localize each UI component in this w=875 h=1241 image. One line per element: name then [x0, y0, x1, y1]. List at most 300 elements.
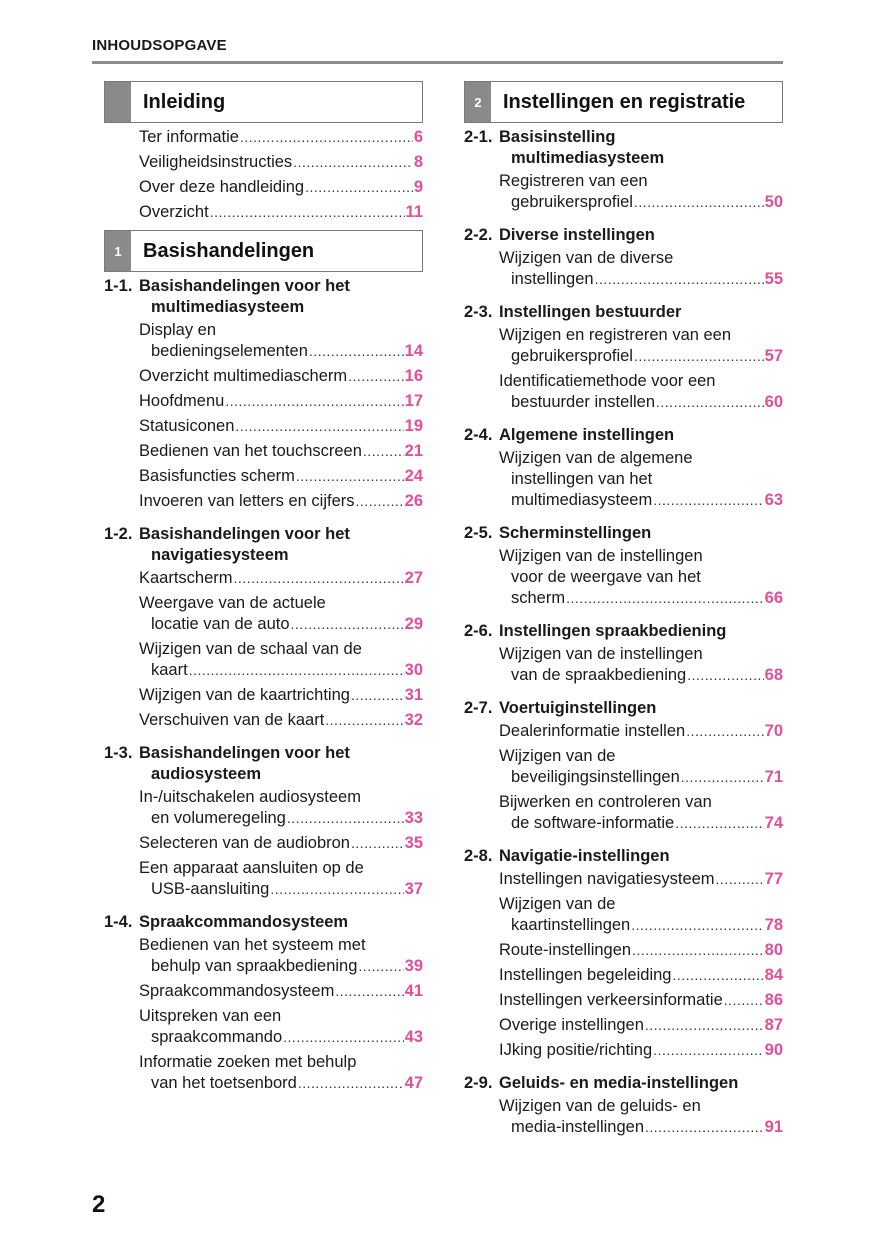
- section-entries: [464, 869, 783, 1061]
- toc-entry-line: [499, 990, 783, 1011]
- toc-entry-text: Over deze handleiding: [139, 178, 305, 196]
- page-ref-link[interactable]: 68: [764, 666, 783, 684]
- page-ref-link[interactable]: 11: [405, 203, 423, 221]
- toc-entry-line: [139, 660, 423, 681]
- toc-entry[interactable]: [464, 721, 783, 742]
- toc-entry-text: bestuurder instellen: [511, 393, 656, 411]
- toc-entry[interactable]: [464, 325, 783, 367]
- toc-entry-text: locatie van de auto: [151, 615, 290, 633]
- toc-entry-text: spraakcommando: [151, 1028, 283, 1046]
- toc-entry[interactable]: [104, 935, 423, 977]
- page-ref-link[interactable]: 16: [404, 367, 423, 385]
- toc-section: [464, 698, 783, 834]
- toc-entry-text: IJking positie/richting: [499, 1041, 653, 1059]
- dot-leader: [632, 940, 764, 961]
- toc-entry-text: behulp van spraakbediening: [151, 957, 358, 975]
- section-title-line: Spraakcommandosysteem: [139, 913, 349, 931]
- dot-leader: [672, 965, 763, 986]
- toc-entry[interactable]: [464, 894, 783, 936]
- dot-leader: [356, 491, 404, 512]
- toc-entry-line: [499, 869, 783, 890]
- toc-entry-text: USB-aansluiting: [151, 880, 270, 898]
- dot-leader: [210, 202, 405, 223]
- toc-entry[interactable]: [104, 858, 423, 900]
- section-title: [464, 302, 783, 323]
- toc-entry[interactable]: [464, 792, 783, 834]
- toc-section: [464, 846, 783, 1061]
- intro-list: [104, 127, 423, 223]
- page-ref-link[interactable]: 35: [404, 834, 423, 852]
- toc-entry-text-line: Wijzigen van de instellingen: [499, 645, 703, 663]
- toc-entry[interactable]: [104, 1052, 423, 1094]
- toc-entry-text-line: In-/uitschakelen audiosysteem: [139, 788, 361, 806]
- page-ref-link[interactable]: 91: [764, 1118, 783, 1136]
- page-ref-link[interactable]: 19: [404, 417, 423, 435]
- section-title: [464, 225, 783, 246]
- toc-entry[interactable]: [104, 639, 423, 681]
- toc-entry[interactable]: [104, 1006, 423, 1048]
- section-entries: [464, 546, 783, 609]
- dot-leader: [675, 813, 763, 834]
- toc-entry-text-line: Bedienen van het systeem met: [139, 936, 366, 954]
- toc-entry-text: Route-instellingen: [499, 941, 632, 959]
- page-ref-link[interactable]: 41: [404, 982, 423, 1000]
- section-entries: [464, 171, 783, 213]
- toc-entry-text-line: instellingen van het: [511, 470, 653, 488]
- section-entries: [464, 325, 783, 413]
- toc-entry-line: [139, 1027, 423, 1048]
- toc-entry-line: [139, 568, 423, 589]
- toc-entry[interactable]: [464, 546, 783, 609]
- toc-entry-text: media-instellingen: [511, 1118, 644, 1136]
- toc-entry-text: de software-informatie: [511, 814, 675, 832]
- page-ref-link[interactable]: 47: [404, 1074, 423, 1092]
- page-ref-link[interactable]: 60: [764, 393, 783, 411]
- section-title-line: Basishandelingen voor het: [139, 277, 350, 295]
- section-heading: [464, 621, 783, 642]
- section-title: [464, 698, 783, 719]
- section-number: 2-5.: [464, 524, 493, 542]
- toc-entry[interactable]: [464, 644, 783, 686]
- toc-entry-text: Ter informatie: [139, 128, 239, 146]
- toc-entry-line: [139, 956, 423, 977]
- dot-leader: [634, 192, 764, 213]
- section-title-line: Scherminstellingen: [499, 524, 652, 542]
- toc-entry-line: [499, 392, 783, 413]
- page-ref-link[interactable]: 80: [764, 941, 783, 959]
- page-ref-link[interactable]: 50: [764, 193, 783, 211]
- toc-entry-line: [499, 1015, 783, 1036]
- toc-section: [104, 524, 423, 731]
- dot-leader: [358, 956, 403, 977]
- toc-entry-text: Overzicht: [139, 203, 209, 221]
- page-ref-link[interactable]: 39: [404, 957, 423, 975]
- page-ref-link[interactable]: 33: [404, 809, 423, 827]
- running-header: INHOUDSOPGAVE: [92, 37, 227, 54]
- section-number: 2-4.: [464, 426, 493, 444]
- toc-entry-line: [139, 366, 423, 387]
- toc-entry-line: [499, 588, 783, 609]
- page-ref-link[interactable]: 14: [404, 342, 423, 360]
- dot-leader: [283, 1027, 403, 1048]
- toc-entry-line: [139, 416, 423, 437]
- dot-leader: [335, 981, 403, 1002]
- toc-entry-text-line: Informatie zoeken met behulp: [139, 1053, 357, 1071]
- section-entries: [464, 1096, 783, 1138]
- toc-entry-line: [499, 665, 783, 686]
- toc-entry-line: [499, 940, 783, 961]
- toc-entry-line: [499, 915, 783, 936]
- toc-entry[interactable]: [104, 787, 423, 829]
- dot-leader: [270, 879, 403, 900]
- section-number: 1-1.: [104, 277, 133, 295]
- toc-section: [464, 621, 783, 686]
- page-ref-link[interactable]: 84: [764, 966, 783, 984]
- toc-entry-line: [139, 833, 423, 854]
- toc-section: [464, 523, 783, 609]
- section-title-line: multimediasysteem: [151, 298, 305, 316]
- toc-entry-text-line: Display en: [139, 321, 217, 339]
- toc-entry-line: [139, 710, 423, 731]
- page-ref-link[interactable]: 32: [404, 711, 423, 729]
- toc-entry-text: Veiligheidsinstructies: [139, 153, 293, 171]
- dot-leader: [298, 1073, 404, 1094]
- toc-entry[interactable]: [104, 710, 423, 731]
- page-ref-link[interactable]: 21: [404, 442, 423, 460]
- chapter-title: Inleiding: [143, 90, 226, 113]
- toc-entry-line: [139, 685, 423, 706]
- dot-leader: [287, 808, 404, 829]
- toc-entry-line: [499, 721, 783, 742]
- section-title-line: Basisinstelling: [499, 128, 616, 146]
- toc-entry-text: kaartinstellingen: [511, 916, 631, 934]
- toc-entry[interactable]: [464, 448, 783, 511]
- toc-entry-text: Invoeren van letters en cijfers: [139, 492, 355, 510]
- toc-entry[interactable]: [464, 171, 783, 213]
- section-title: [464, 1073, 783, 1094]
- toc-entry-text: gebruikersprofiel: [511, 347, 633, 365]
- toc-entry-line: [139, 152, 423, 173]
- section-heading: [464, 846, 783, 867]
- section-entries: [104, 320, 423, 512]
- chapter-2-heading: [464, 81, 783, 123]
- section-title-line: Basishandelingen voor het: [139, 525, 350, 543]
- section-heading: [464, 302, 783, 323]
- toc-entry-text: Overzicht multimediascherm: [139, 367, 348, 385]
- dot-leader: [296, 466, 404, 487]
- toc-entry[interactable]: [104, 491, 423, 512]
- section-heading: [464, 425, 783, 446]
- toc-entry-text: Instellingen verkeersinformatie: [499, 991, 723, 1009]
- toc-entry[interactable]: [104, 593, 423, 635]
- toc-entry[interactable]: [104, 441, 423, 462]
- toc-entry-line: [139, 202, 423, 223]
- page-ref-link[interactable]: 26: [404, 492, 423, 510]
- page-ref-link[interactable]: 27: [404, 569, 423, 587]
- toc-entry[interactable]: [464, 869, 783, 890]
- chapter-title: Instellingen en registratie: [503, 90, 746, 113]
- toc-entry[interactable]: [464, 965, 783, 986]
- toc-entry-line: [139, 808, 423, 829]
- section-number: 2-1.: [464, 128, 493, 146]
- toc-entry-text: Selecteren van de audiobron: [139, 834, 350, 852]
- section-title: [464, 425, 783, 446]
- toc-entry-line: [499, 269, 783, 290]
- toc-entry[interactable]: [104, 833, 423, 854]
- toc-entry-text: instellingen: [511, 270, 594, 288]
- page-ref-link[interactable]: 57: [764, 347, 783, 365]
- toc-entry-text: Instellingen navigatiesysteem: [499, 870, 715, 888]
- dot-leader: [348, 366, 404, 387]
- dot-leader: [687, 665, 763, 686]
- toc-entry[interactable]: [104, 177, 423, 198]
- toc-entry[interactable]: [464, 371, 783, 413]
- page-ref-link[interactable]: 43: [404, 1028, 423, 1046]
- toc-entry-text-line: Identificatiemethode voor een: [499, 372, 716, 390]
- header-rule: [92, 61, 783, 64]
- page-ref-link[interactable]: 71: [764, 768, 783, 786]
- page-ref-link[interactable]: 29: [404, 615, 423, 633]
- section-title-line: multimediasysteem: [511, 149, 665, 167]
- section-title-line: navigatiesysteem: [151, 546, 289, 564]
- toc-entry-text-line: Wijzigen van de: [499, 747, 616, 765]
- dot-leader: [351, 833, 404, 854]
- toc-entry-text: Overige instellingen: [499, 1016, 644, 1034]
- section-title-line: Navigatie-instellingen: [499, 847, 670, 865]
- toc-entry[interactable]: [104, 202, 423, 223]
- page-ref-link[interactable]: 77: [764, 870, 783, 888]
- toc-entry-text: en volumeregeling: [151, 809, 286, 827]
- toc-entry-line: [139, 391, 423, 412]
- toc-entry-text-line: Wijzigen van de schaal van de: [139, 640, 362, 658]
- toc-entry[interactable]: [104, 416, 423, 437]
- left-column: [104, 81, 423, 1098]
- toc-entry-text: Spraakcommandosysteem: [139, 982, 335, 1000]
- dot-leader: [305, 177, 413, 198]
- toc-entry-line: [139, 614, 423, 635]
- page-ref-link[interactable]: 63: [764, 491, 783, 509]
- dot-leader: [240, 127, 413, 148]
- page-ref-link[interactable]: 74: [764, 814, 783, 832]
- page-ref-link[interactable]: 86: [764, 991, 783, 1009]
- page-ref-link[interactable]: 87: [764, 1016, 783, 1034]
- dot-leader: [653, 1040, 763, 1061]
- dot-leader: [351, 685, 404, 706]
- section-number: 1-2.: [104, 525, 133, 543]
- toc-section: [464, 1073, 783, 1138]
- toc-entry-text: Bedienen van het touchscreen: [139, 442, 362, 460]
- toc-entry[interactable]: [104, 320, 423, 362]
- toc-entry-text: Hoofdmenu: [139, 392, 225, 410]
- section-title: [104, 524, 423, 566]
- toc-entry-text-line: Uitspreken van een: [139, 1007, 282, 1025]
- toc-entry-text: Instellingen begeleiding: [499, 966, 672, 984]
- section-number: 2-9.: [464, 1074, 493, 1092]
- toc-entry-line: [139, 441, 423, 462]
- chapter-tab: 2: [465, 82, 491, 122]
- section-number: 2-3.: [464, 303, 493, 321]
- toc-section: [464, 127, 783, 213]
- toc-entry-text: van de spraakbediening: [511, 666, 687, 684]
- toc-entry-line: [499, 1040, 783, 1061]
- toc-entry[interactable]: [104, 127, 423, 148]
- page-ref-link[interactable]: 90: [764, 1041, 783, 1059]
- toc-entry-line: [139, 491, 423, 512]
- page-ref-link[interactable]: 9: [413, 178, 423, 196]
- toc-entry-text: scherm: [511, 589, 566, 607]
- section-title: [464, 127, 783, 169]
- section-entries: [464, 248, 783, 290]
- section-number: 2-8.: [464, 847, 493, 865]
- toc-entry[interactable]: [104, 685, 423, 706]
- section-title-line: Diverse instellingen: [499, 226, 655, 244]
- toc-entry[interactable]: [104, 466, 423, 487]
- dot-leader: [716, 869, 764, 890]
- toc-entry-line: [139, 1073, 423, 1094]
- dot-leader: [234, 568, 404, 589]
- toc-entry-line: [499, 965, 783, 986]
- toc-entry-text: Dealerinformatie instellen: [499, 722, 686, 740]
- toc-entry-text: Kaartscherm: [139, 569, 233, 587]
- page-ref-link[interactable]: 30: [404, 661, 423, 679]
- section-heading: [464, 1073, 783, 1094]
- section-title: [464, 846, 783, 867]
- section-entries: [464, 448, 783, 511]
- toc-section: [104, 276, 423, 512]
- toc-entry-line: [499, 767, 783, 788]
- chapter-tab: [105, 82, 131, 122]
- toc-entry-text: beveiligingsinstellingen: [511, 768, 680, 786]
- dot-leader: [631, 915, 763, 936]
- toc-section: [464, 225, 783, 290]
- toc-entry[interactable]: [104, 568, 423, 589]
- toc-section: [104, 912, 423, 1094]
- toc-entry-text-line: Wijzigen van de geluids- en: [499, 1097, 701, 1115]
- section-title-line: audiosysteem: [151, 765, 262, 783]
- section-title: [464, 621, 783, 642]
- section-heading: [464, 127, 783, 169]
- dot-leader: [363, 441, 404, 462]
- dot-leader: [645, 1015, 764, 1036]
- dot-leader: [634, 346, 764, 367]
- toc-entry[interactable]: [104, 152, 423, 173]
- dot-leader: [653, 490, 763, 511]
- toc-entry-text-line: Wijzigen en registreren van een: [499, 326, 732, 344]
- toc-entry-text-line: Wijzigen van de: [499, 895, 616, 913]
- section-title: [104, 912, 423, 933]
- dot-leader: [681, 767, 764, 788]
- toc-entry[interactable]: [104, 391, 423, 412]
- page-ref-link[interactable]: 37: [404, 880, 423, 898]
- toc-entry[interactable]: [464, 746, 783, 788]
- toc-entry-text-line: Weergave van de actuele: [139, 594, 326, 612]
- toc-entry[interactable]: [104, 366, 423, 387]
- page-ref-link[interactable]: 17: [404, 392, 423, 410]
- section-heading: [104, 524, 423, 566]
- toc-section: [464, 425, 783, 511]
- toc-entry[interactable]: [464, 248, 783, 290]
- page-ref-link[interactable]: 31: [404, 686, 423, 704]
- toc-entry-line: [499, 192, 783, 213]
- toc-entry-line: [139, 177, 423, 198]
- page-ref-link[interactable]: 70: [764, 722, 783, 740]
- section-number: 2-7.: [464, 699, 493, 717]
- page-number: 2: [92, 1191, 106, 1218]
- toc-entry[interactable]: [104, 981, 423, 1002]
- toc-entry[interactable]: [464, 940, 783, 961]
- section-entries: [104, 787, 423, 900]
- chapter-title: Basishandelingen: [143, 239, 315, 262]
- toc-entry-text-line: voor de weergave van het: [511, 568, 701, 586]
- right-column: [464, 81, 783, 1142]
- chapter-1-sections: [104, 276, 423, 1094]
- dot-leader: [656, 392, 764, 413]
- toc-entry-text-line: Registreren van een: [499, 172, 648, 190]
- section-entries: [104, 568, 423, 731]
- section-title-line: Algemene instellingen: [499, 426, 675, 444]
- toc-entry-text: Verschuiven van de kaart: [139, 711, 325, 729]
- toc-entry-line: [499, 346, 783, 367]
- dot-leader: [225, 391, 403, 412]
- toc-entry-text-line: Bijwerken en controleren van: [499, 793, 712, 811]
- page-ref-link[interactable]: 66: [764, 589, 783, 607]
- section-number: 2-6.: [464, 622, 493, 640]
- section-entries: [464, 721, 783, 834]
- toc-entry[interactable]: [464, 1015, 783, 1036]
- dot-leader: [686, 721, 763, 742]
- dot-leader: [291, 614, 404, 635]
- section-heading: [104, 912, 423, 933]
- section-heading: [104, 743, 423, 785]
- toc-entry[interactable]: [464, 1096, 783, 1138]
- toc-entry-text-line: Wijzigen van de diverse: [499, 249, 674, 267]
- chapter-tab: 1: [105, 231, 131, 271]
- page-ref-link[interactable]: 55: [764, 270, 783, 288]
- dot-leader: [724, 990, 764, 1011]
- toc-section: [104, 743, 423, 900]
- toc-entry-text-line: Wijzigen van de instellingen: [499, 547, 703, 565]
- chapter-2-sections: [464, 127, 783, 1138]
- section-heading: [104, 276, 423, 318]
- toc-entry-line: [499, 1117, 783, 1138]
- section-title-line: Basishandelingen voor het: [139, 744, 350, 762]
- toc-entry-line: [139, 127, 423, 148]
- section-title-line: Instellingen bestuurder: [499, 303, 682, 321]
- toc-entry[interactable]: [464, 990, 783, 1011]
- dot-leader: [595, 269, 764, 290]
- section-heading: [464, 698, 783, 719]
- page-ref-link[interactable]: 8: [413, 153, 423, 171]
- section-title: [104, 743, 423, 785]
- section-heading: [464, 225, 783, 246]
- dot-leader: [566, 588, 764, 609]
- toc-entry[interactable]: [464, 1040, 783, 1061]
- toc-entry-text: kaart: [151, 661, 188, 679]
- dot-leader: [189, 660, 404, 681]
- page-ref-link[interactable]: 6: [413, 128, 423, 146]
- toc-entry-line: [499, 813, 783, 834]
- toc-entry-text: Statusiconen: [139, 417, 235, 435]
- toc-entry-line: [139, 879, 423, 900]
- toc-entry-line: [499, 490, 783, 511]
- section-entries: [104, 935, 423, 1094]
- toc-entry-text: Basisfuncties scherm: [139, 467, 295, 485]
- toc-entry-line: [139, 981, 423, 1002]
- section-title: [464, 523, 783, 544]
- page-ref-link[interactable]: 78: [764, 916, 783, 934]
- page-ref-link[interactable]: 24: [404, 467, 423, 485]
- dot-leader: [235, 416, 403, 437]
